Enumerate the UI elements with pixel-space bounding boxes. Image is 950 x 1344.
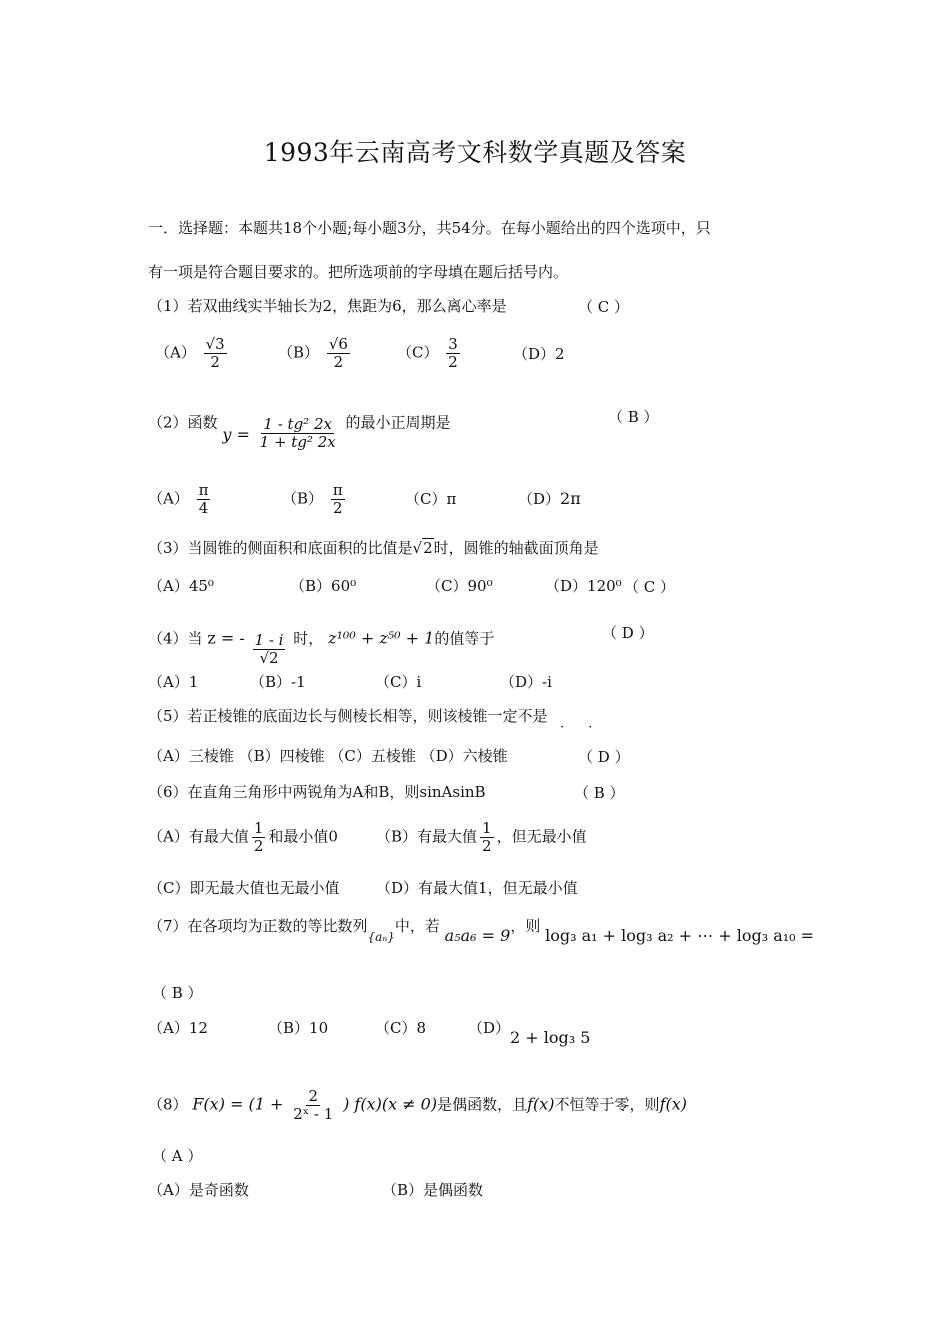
- q1-stem: （1）若双曲线实半轴长为2，焦距为6，那么离心率是: [148, 297, 507, 315]
- fraction: [258, 416, 338, 451]
- q6-option-b: [376, 820, 587, 855]
- q3-answer: （ C ）: [624, 578, 676, 596]
- q4-answer: （ D ）: [602, 624, 654, 642]
- q4-mid: 时，: [293, 629, 324, 648]
- q8-option-b: （B）是偶函数: [382, 1181, 484, 1199]
- q1-option-d: （D）2: [513, 345, 565, 363]
- denominator: 2: [332, 499, 343, 517]
- q3-stem: [148, 538, 599, 558]
- fraction: [291, 1088, 335, 1123]
- denominator: 2ˣ - 1: [293, 1105, 334, 1123]
- q3-stem-suffix: 时，圆锥的轴截面顶角是: [433, 539, 599, 557]
- q7-condition: a₅a₆ = 9: [444, 926, 511, 945]
- fraction: [204, 336, 227, 371]
- q6-option-d: （D）有最大值1，但无最小值: [376, 879, 578, 897]
- q4-option-a: （A）1: [148, 673, 199, 691]
- q1-option-a: [155, 336, 230, 371]
- q4-stem-suffix: 的值等于: [434, 629, 495, 648]
- page-title: 1993年云南高考文科数学真题及答案: [263, 138, 687, 167]
- option-label: （B）: [278, 343, 320, 362]
- q2-option-a: [148, 482, 213, 517]
- fraction: [446, 336, 460, 371]
- q7-sequence: {aₙ}: [367, 930, 395, 944]
- numerator: √6: [328, 335, 348, 353]
- radicand: 2: [423, 539, 433, 557]
- fraction: [327, 336, 350, 371]
- q3-stem-prefix: （3）当圆锥的侧面积和底面积的比值是: [148, 539, 413, 557]
- numerator: √3: [205, 335, 225, 353]
- q7-option-d: [468, 1018, 591, 1047]
- option-label: （A）: [148, 489, 189, 508]
- q8-mid: 是偶函数，且: [437, 1095, 528, 1114]
- q2-option-b: [282, 482, 348, 517]
- q5-stem: （5）若正棱锥的底面边长与侧棱长相等，则该棱锥一定不是: [148, 707, 548, 725]
- q2-stem-suffix: 的最小正周期是: [345, 413, 451, 432]
- q6-option-c: （C）即无最大值也无最小值: [148, 879, 340, 897]
- denominator: 2: [253, 837, 264, 855]
- q1-option-b: [278, 336, 353, 371]
- option-label: （C）: [397, 343, 439, 362]
- q8-mid2: 不恒等于零，则: [554, 1095, 660, 1114]
- fraction: [253, 632, 286, 667]
- q8-rhs: ) f(x)(x ≠ 0): [343, 1094, 438, 1114]
- q2-stem-prefix: （2）函数: [148, 413, 218, 432]
- section-heading-line1: 一．选择题：本题共18个小题;每小题3分，共54分。在每小题给出的四个选项中，只: [148, 219, 711, 237]
- q6-stem: （6）在直角三角形中两锐角为A和B，则sinAsinB: [148, 783, 486, 801]
- option-label: （B）: [282, 489, 324, 508]
- q7-stem: [148, 916, 815, 945]
- sqrt-expression: √2: [412, 539, 433, 557]
- option-prefix: （B）有最大值: [376, 827, 478, 846]
- q2-option-c: （C）π: [405, 490, 457, 508]
- q3-option-d: （D）120⁰: [545, 577, 622, 595]
- q8-lhs: F(x) = (1 +: [192, 1094, 284, 1114]
- fraction: [197, 482, 211, 517]
- numerator: 1: [253, 819, 264, 837]
- q5-options: （A）三棱锥 （B）四棱锥 （C）五棱锥 （D）六棱锥: [148, 747, 508, 765]
- q1-option-c: [397, 336, 463, 371]
- option-suffix: ，但无最小值: [496, 827, 587, 846]
- q7-mid: 中，若: [394, 917, 440, 935]
- q3-option-b: （B）60⁰: [290, 577, 357, 595]
- q4-stem: [148, 622, 495, 667]
- fraction: [252, 820, 266, 855]
- q4-expression: z¹⁰⁰ + z⁵⁰ + 1: [328, 628, 435, 648]
- q2-stem: [148, 406, 451, 451]
- q4-option-c: （C）i: [375, 673, 422, 691]
- q7-option-c: （C）8: [375, 1019, 427, 1037]
- q8-stem-prefix: （8）: [148, 1095, 188, 1114]
- q7-mid2: ，则: [510, 917, 541, 935]
- q1-answer: （ C ）: [578, 298, 630, 316]
- option-value: 2 + log₃ 5: [510, 1028, 591, 1047]
- q4-option-b: （B）-1: [250, 673, 306, 691]
- q2-lhs: y =: [222, 424, 250, 444]
- q3-option-a: （A）45⁰: [148, 577, 214, 595]
- denominator: 1 + tg² 2x: [259, 433, 336, 451]
- denominator: 4: [198, 499, 209, 517]
- q7-answer: （ B ）: [152, 984, 203, 1002]
- q6-option-a: [148, 820, 338, 855]
- denominator: 2: [448, 353, 458, 371]
- option-label: （D）: [468, 1019, 511, 1037]
- q7-stem-prefix: （7）在各项均为正数的等比数列: [148, 917, 368, 935]
- q7-option-a: （A）12: [148, 1019, 208, 1037]
- q6-answer: （ B ）: [574, 784, 625, 802]
- denominator: 2: [210, 353, 220, 371]
- q7-expression: log₃ a₁ + log₃ a₂ + ⋯ + log₃ a₁₀ =: [545, 926, 815, 945]
- q8-option-a: （A）是奇函数: [148, 1181, 249, 1199]
- numerator: 1: [482, 819, 492, 837]
- option-prefix: （A）有最大值: [148, 827, 249, 846]
- numerator: 1 - tg² 2x: [263, 415, 332, 433]
- q2-option-d: [518, 489, 581, 509]
- q2-answer: （ B ）: [608, 408, 659, 426]
- option-label: （A）: [155, 343, 196, 362]
- q4-option-d: （D）-i: [500, 673, 552, 691]
- numerator: 3: [448, 335, 458, 353]
- denominator: √2: [259, 649, 279, 667]
- q3-option-c: （C）90⁰: [426, 577, 493, 595]
- q4-stem-prefix: （4）当: [148, 629, 203, 648]
- q8-answer: （ A ）: [152, 1147, 203, 1165]
- q8-stem: [148, 1088, 687, 1123]
- numerator: π: [198, 481, 209, 499]
- q7-option-b: （B）10: [268, 1019, 329, 1037]
- numerator: 1 - i: [254, 631, 284, 649]
- option-suffix: 和最小值0: [268, 827, 338, 846]
- q8-fx: f(x): [527, 1094, 555, 1114]
- option-value: 2π: [560, 489, 581, 508]
- fraction: [480, 820, 494, 855]
- denominator: 2: [333, 353, 344, 371]
- q4-lhs: z = -: [207, 628, 245, 648]
- denominator: 2: [482, 837, 492, 855]
- q8-fx: f(x): [659, 1094, 687, 1114]
- numerator: 2: [308, 1087, 319, 1105]
- fraction: [331, 482, 345, 517]
- numerator: π: [332, 481, 343, 499]
- option-label: （D）: [518, 490, 561, 508]
- q5-emphasis-dots: · ·: [560, 720, 603, 735]
- section-heading-line2: 有一项是符合题目要求的。把所选项前的字母填在题后括号内。: [148, 263, 569, 281]
- q5-answer: （ D ）: [578, 748, 630, 766]
